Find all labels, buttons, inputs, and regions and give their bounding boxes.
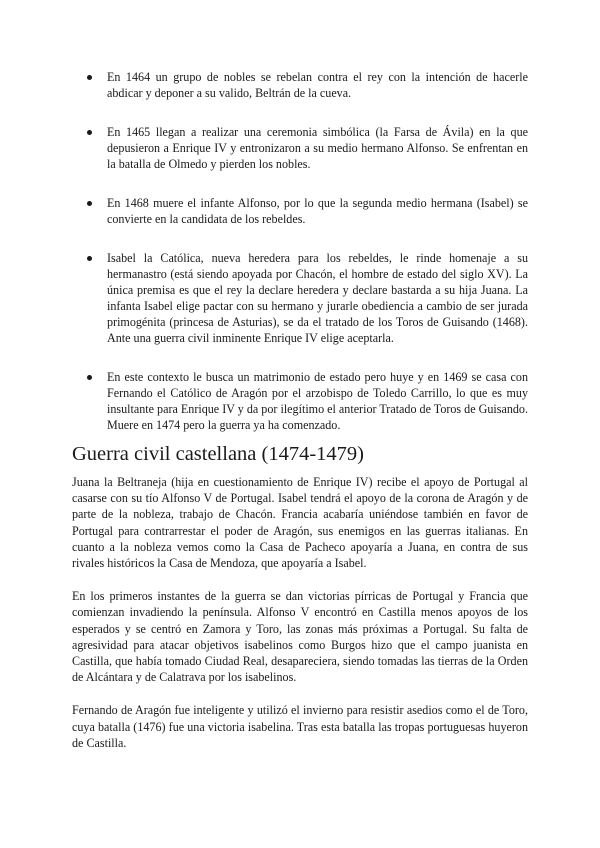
bullet-dot-icon <box>87 75 92 80</box>
bullet-dot-icon <box>87 375 92 380</box>
bullet-text: En 1465 llegan a realizar una ceremonia simbólica (la Farsa de Ávila) en la que depusieron a Enrique IV y entronizaron a su medio hermano Alfonso. Se enfrentan en la batalla de Olmedo y pierden los nobles. <box>107 125 528 171</box>
bullet-text: En este contexto le busca un matrimonio de estado pero huye y en 1469 se casa con Fernando el Católico de Aragón por el arzobispo de Toledo Carrillo, lo que es muy insultante para Enrique IV y da por ilegítimo el anterior Tratado de Toros de Guisando. Muere en 1474 pero la guerra ya ha comenzado. <box>107 370 528 432</box>
section-heading: Guerra civil castellana (1474-1479) <box>72 443 365 465</box>
bullet-dot-icon <box>87 130 92 135</box>
bullet-text: En 1464 un grupo de nobles se rebelan contra el rey con la intención de hacerle abdicar y deponer a su valido, Beltrán de la cueva. <box>107 70 528 100</box>
section-body <box>72 474 528 768</box>
bullet-list <box>87 69 528 456</box>
bullet-item <box>87 195 528 227</box>
bullet-dot-icon <box>87 201 92 206</box>
bullet-item <box>87 369 528 433</box>
bullet-item <box>87 124 528 172</box>
bullet-item <box>87 250 528 346</box>
paragraph: Fernando de Aragón fue inteligente y utilizó el invierno para resistir asedios como el de Toro, cuya batalla (1476) fue una victoria isabelina. Tras esta batalla las tropas portuguesas huyeron de Castilla. <box>72 703 528 750</box>
bullet-text: En 1468 muere el infante Alfonso, por lo que la segunda medio hermana (Isabel) se convierte en la candidata de los rebeldes. <box>107 196 528 226</box>
paragraph: En los primeros instantes de la guerra se dan victorias pírricas de Portugal y Francia que comienzan invadiendo la península. Alfonso V encontró en Castilla menos apoyos de los esperados y se centró en Zamora y Toro, las zonas más próximas a Portugal. Su falta de agresividad para atacar objetivos isabelinos como Burgos hizo que el campo juanista en Castilla, que había tomado Ciudad Real, desapareciera, siendo tomadas las tierras de la Orden de Alcántara y de Calatrava por los isabelinos. <box>72 589 528 685</box>
bullet-text: Isabel la Católica, nueva heredera para los rebeldes, le rinde homenaje a su hermanastro (está siendo apoyada por Chacón, el hombre de estado del siglo XV). La única premisa es que el rey la declare heredera y declare bastarda a su hija Juana. La infanta Isabel elige pactar con su hermano y jurarle obediencia a cambio de ser jurada primogénita (princesa de Asturias), se da el tratado de los Toros de Guisando (1468). Ante una guerra civil inminente Enrique IV elige aceptarla. <box>107 251 528 345</box>
paragraph: Juana la Beltraneja (hija en cuestionamiento de Enrique IV) recibe el apoyo de Portugal al casarse con su tío Alfonso V de Portugal. Isabel tendrá el apoyo de la corona de Aragón y de parte de la nobleza, trabajo de Chacón. Francia acabaría uniéndose también en favor de Portugal para contrarrestar el poder de Aragón, sus enemigos en las guerras italianas. En cuanto a la nobleza vemos como la Casa de Pacheco apoyaría a Juana, en contra de sus rivales históricos la Casa de Mendoza, que apoyaría a Isabel. <box>72 475 528 571</box>
bullet-dot-icon <box>87 256 92 261</box>
bullet-item <box>87 69 528 101</box>
